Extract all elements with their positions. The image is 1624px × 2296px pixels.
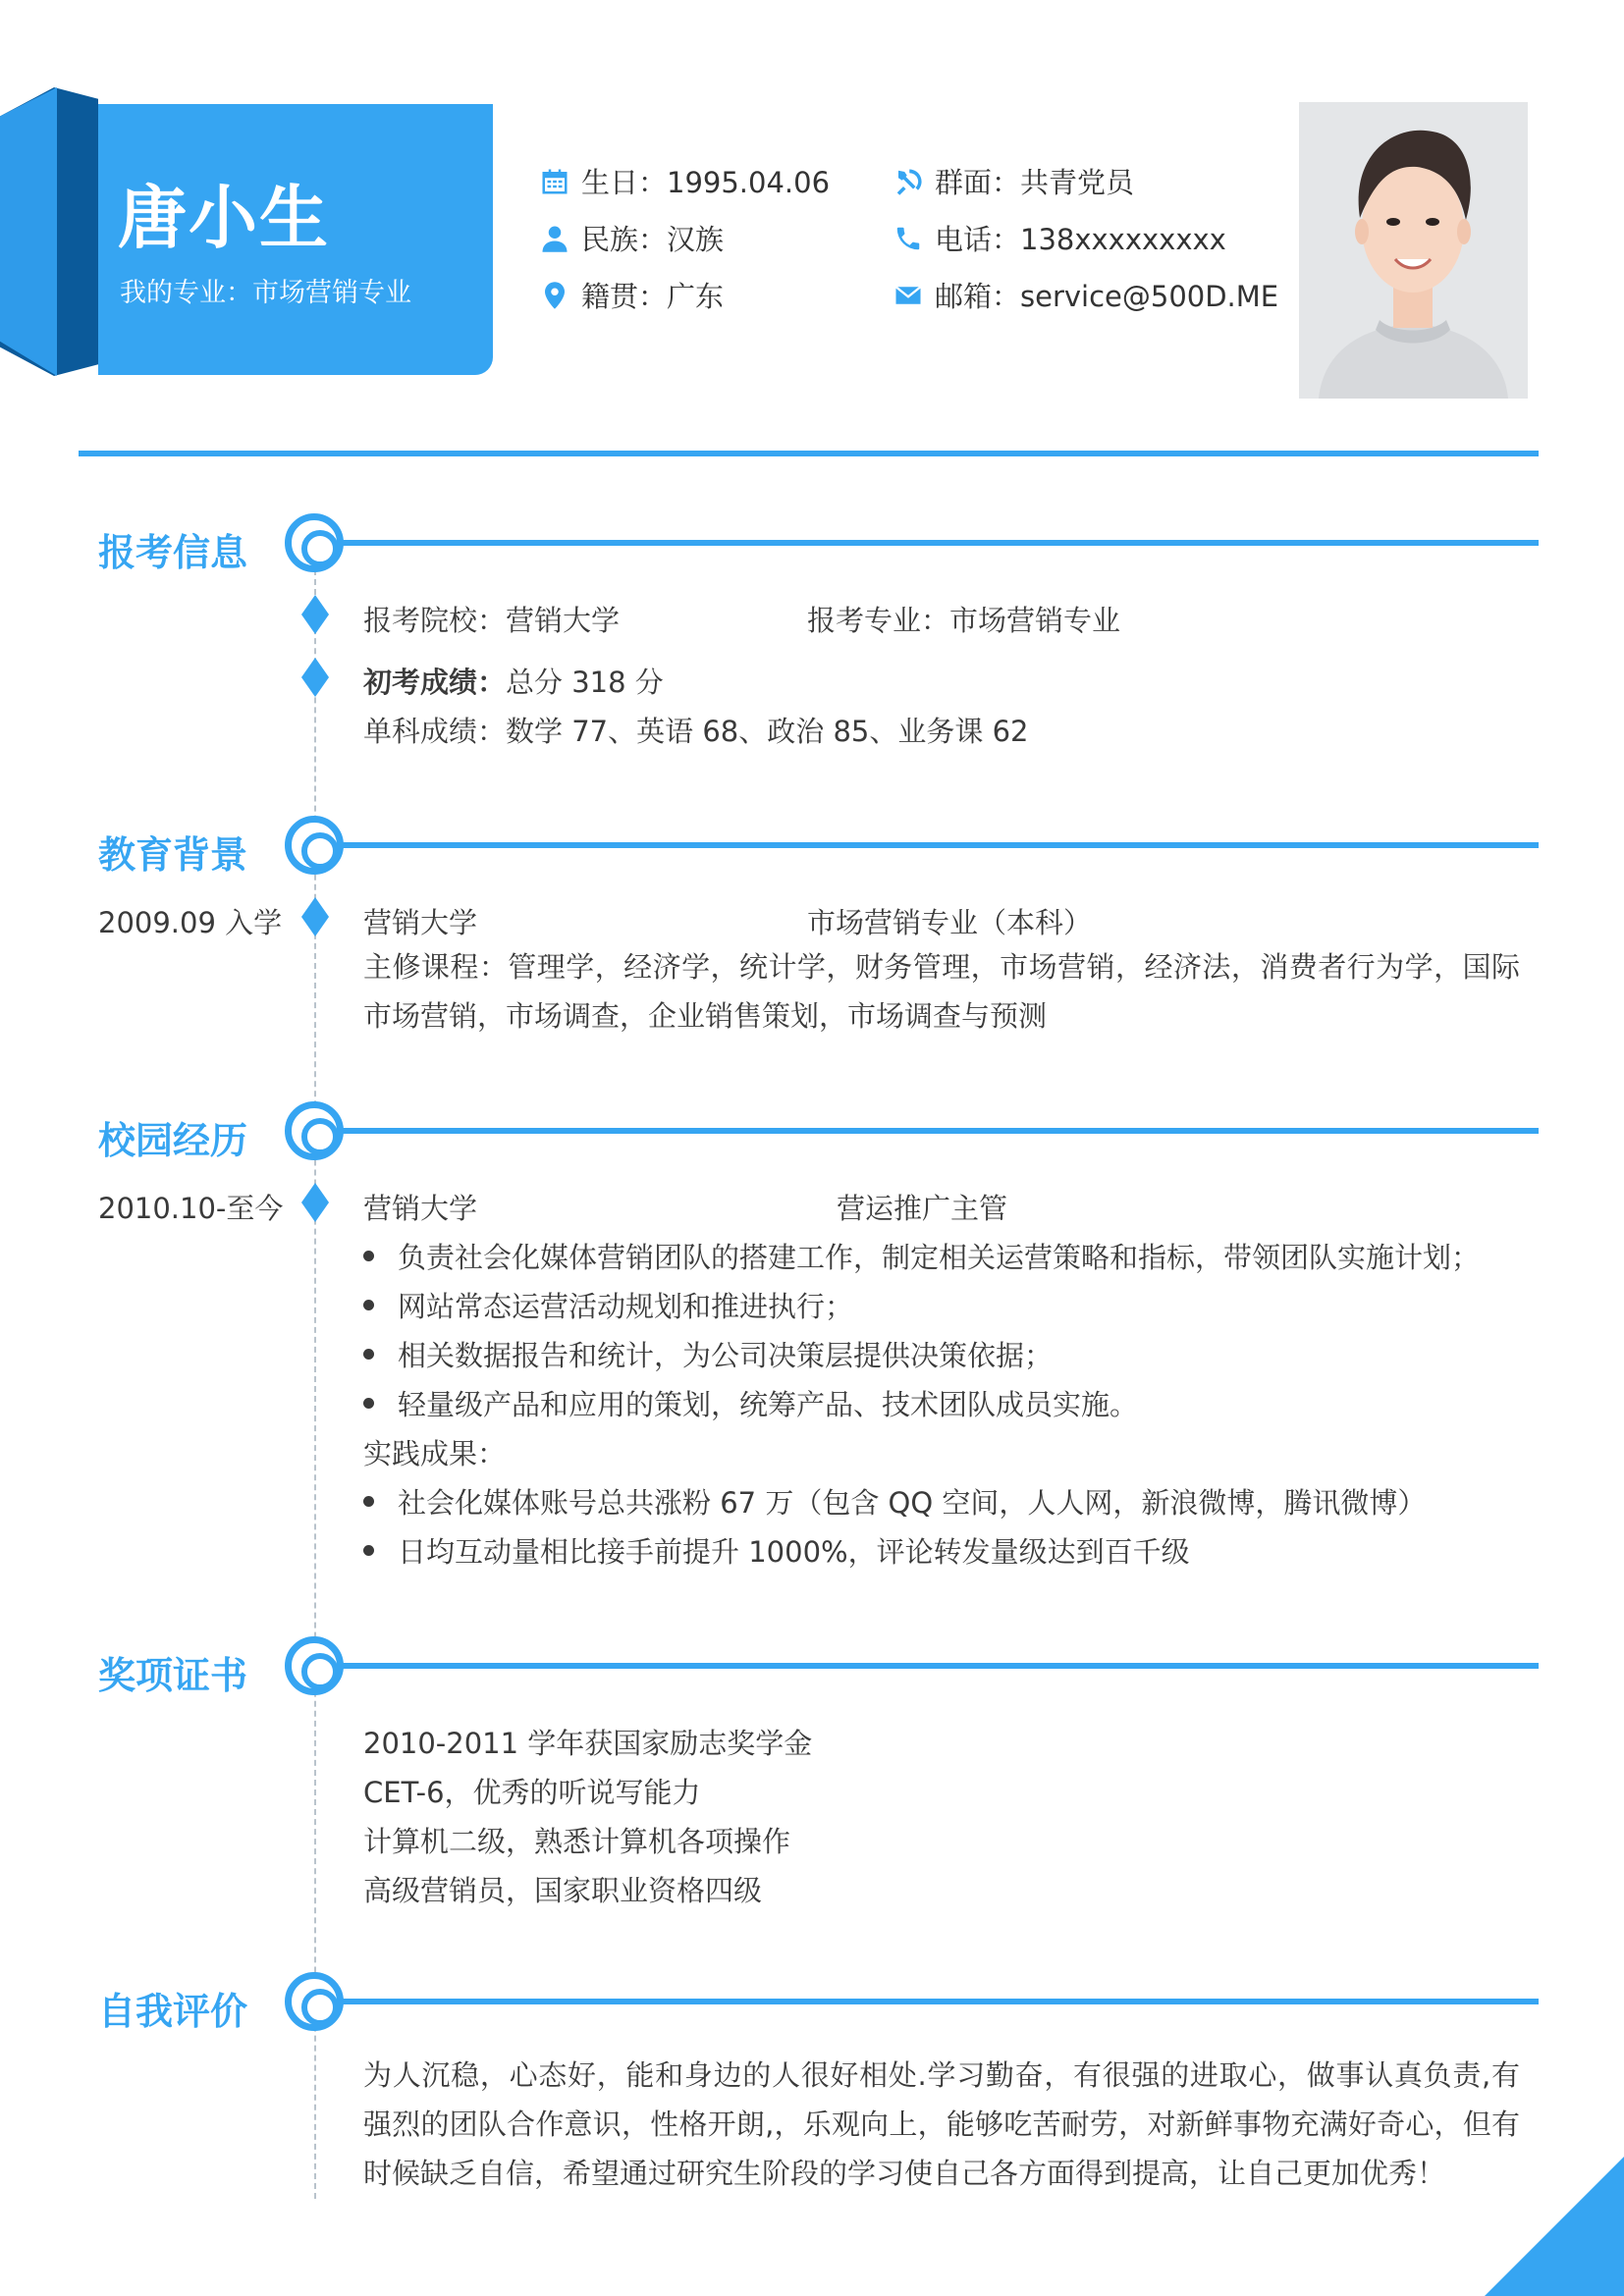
timeline-spine xyxy=(314,569,316,2199)
timeline-diamond xyxy=(301,595,329,634)
education-degree: 市场营销专业（本科） xyxy=(807,906,1093,939)
campus-results-label: 实践成果： xyxy=(363,1437,507,1470)
section-title-apply: 报考信息 xyxy=(98,531,248,574)
timeline-diamond xyxy=(301,658,329,697)
envelope-icon xyxy=(893,281,923,310)
list-item-text: 相关数据报告和统计，为公司决策层提供决策依据； xyxy=(398,1339,1054,1372)
list-item-text: 网站常态运营活动规划和推进执行； xyxy=(398,1290,854,1323)
section-rule-apply xyxy=(342,540,1539,546)
list-item xyxy=(363,1530,1190,1571)
candidate-major: 我的专业：市场营销专业 xyxy=(120,278,411,308)
ethnicity-text: 民族：汉族 xyxy=(581,223,725,256)
apply-score xyxy=(363,661,664,701)
email-text: 邮箱：service@500D.ME xyxy=(935,280,1279,313)
section-marker-apply xyxy=(285,513,344,572)
location-pin-icon xyxy=(540,281,569,310)
list-item-text: 轻量级产品和应用的策划，统筹产品、技术团队成员实施。 xyxy=(398,1388,1139,1421)
education-courses: 主修课程：管理学，经济学，统计学，财务管理，市场营销，经济法，消费者行为学，国际市场营销，市场调查，企业销售策划，市场调查与预测 xyxy=(363,950,1520,1033)
award-item: 高级营销员，国家职业资格四级 xyxy=(363,1874,763,1907)
apply-score-label: 初考成绩： xyxy=(363,666,507,699)
timeline-diamond xyxy=(301,897,329,936)
bullet-dot xyxy=(363,1496,374,1507)
header-ribbon-fold xyxy=(0,87,57,376)
profile-photo xyxy=(1299,102,1528,399)
section-marker-education xyxy=(285,816,344,875)
education-date: 2009.09 入学 xyxy=(98,906,283,939)
bullet-dot xyxy=(363,1349,374,1360)
section-title-awards: 奖项证书 xyxy=(98,1654,248,1697)
self-evaluation-text: 为人沉稳，心态好，能和身边的人很好相处.学习勤奋，有很强的进取心，做事认真负责,有强烈的团队合作意识，性格开朗,，乐观向上，能够吃苦耐劳，对新鲜事物充满好奇心，但有时候缺乏自信，希望通过研究生阶段的学习使自己各方面得到提高，让自己更加优秀！ xyxy=(363,2058,1520,2190)
award-item: CET-6，优秀的听说写能力 xyxy=(363,1776,701,1809)
info-hometown xyxy=(540,275,724,315)
apply-school: 报考院校：营销大学 xyxy=(363,604,621,637)
campus-role: 营运推广主管 xyxy=(837,1192,1008,1225)
campus-date: 2010.10-至今 xyxy=(98,1192,284,1225)
section-title-education: 教育背景 xyxy=(98,833,248,877)
bullet-dot xyxy=(363,1545,374,1556)
hometown-text: 籍贯：广东 xyxy=(581,280,725,313)
info-birthday xyxy=(540,161,830,201)
candidate-name: 唐小生 xyxy=(118,178,330,258)
section-rule-self xyxy=(342,1999,1539,2004)
section-rule-campus xyxy=(342,1128,1539,1134)
section-marker-self xyxy=(285,1972,344,2031)
phone-icon xyxy=(893,224,923,253)
info-ethnicity xyxy=(540,218,724,258)
info-phone xyxy=(893,218,1226,258)
list-item xyxy=(363,1285,853,1325)
list-item xyxy=(363,1236,1480,1276)
bullet-dot xyxy=(363,1398,374,1409)
hammer-sickle-icon xyxy=(893,167,923,196)
bullet-dot xyxy=(363,1251,374,1261)
section-marker-awards xyxy=(285,1636,344,1695)
list-item-text: 负责社会化媒体营销团队的搭建工作，制定相关运营策略和指标，带领团队实施计划； xyxy=(398,1241,1481,1274)
campus-org: 营销大学 xyxy=(363,1192,478,1225)
name-card xyxy=(98,104,493,375)
list-item-text: 日均互动量相比接手前提升 1000%，评论转发量级达到百千级 xyxy=(398,1535,1190,1569)
bullet-dot xyxy=(363,1300,374,1310)
education-school: 营销大学 xyxy=(363,906,478,939)
section-rule-awards xyxy=(342,1663,1539,1669)
section-title-campus: 校园经历 xyxy=(98,1119,248,1162)
list-item xyxy=(363,1481,1426,1522)
list-item xyxy=(363,1383,1138,1423)
timeline-diamond xyxy=(301,1183,329,1222)
list-item xyxy=(363,1334,1053,1374)
person-icon xyxy=(540,224,569,253)
apply-score-value: 总分 318 分 xyxy=(506,666,664,699)
section-rule-education xyxy=(342,842,1539,848)
section-marker-campus xyxy=(285,1101,344,1160)
apply-major: 报考专业：市场营销专业 xyxy=(807,604,1121,637)
section-title-self: 自我评价 xyxy=(98,1990,248,2033)
list-item-text: 社会化媒体账号总共涨粉 67 万（包含 QQ 空间，人人网，新浪微博，腾讯微博） xyxy=(398,1486,1427,1520)
award-item: 计算机二级，熟悉计算机各项操作 xyxy=(363,1825,791,1858)
calendar-icon xyxy=(540,167,569,196)
award-item: 2010-2011 学年获国家励志奖学金 xyxy=(363,1727,813,1760)
phone-text: 电话：138xxxxxxxxx xyxy=(935,223,1226,256)
birthday-text: 生日：1995.04.06 xyxy=(581,166,831,199)
info-email xyxy=(893,275,1278,315)
info-political xyxy=(893,161,1134,201)
header-divider xyxy=(79,451,1539,456)
political-text: 群面：共青党员 xyxy=(935,166,1135,199)
apply-subjects: 单科成绩：数学 77、英语 68、政治 85、业务课 62 xyxy=(363,715,1029,748)
